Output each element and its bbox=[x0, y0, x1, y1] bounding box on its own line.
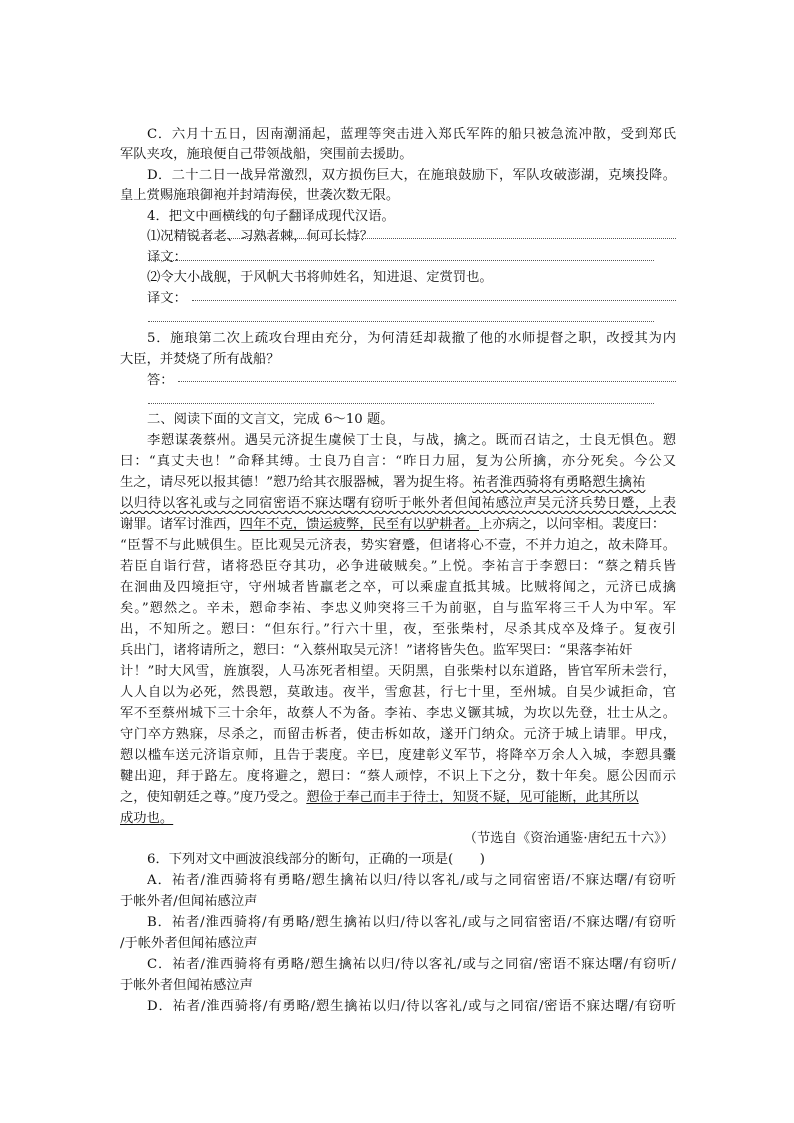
q5-line2: 大臣，并焚烧了所有战船？ bbox=[120, 352, 280, 367]
q5-answer-line2[interactable] bbox=[148, 403, 654, 404]
q4-item2: ⑵令大小战舰，于风帆大书将帅姓名，知进退、定赏罚也。 bbox=[147, 270, 493, 285]
q6-stem: 6．下列对文中画波浪线部分的断句，正确的一项是( ) bbox=[147, 852, 485, 867]
q5-answer-label: 答： bbox=[147, 373, 174, 388]
passage-line-19: 成功也。 bbox=[120, 811, 174, 826]
q4-answer1-line2[interactable] bbox=[148, 260, 654, 261]
q4-answer1-label: 译文： bbox=[147, 250, 187, 265]
q6-option-a-line2[interactable]: 于帐外者/但闻祐感泣声 bbox=[120, 894, 258, 909]
q4-answer1-line1[interactable] bbox=[192, 238, 676, 239]
passage-line-6: “臣誓不与此贼俱生。臣比观吴元济表，势实窘蹙，但诸将心不壹，不并力迫之，故未降耳。 bbox=[120, 538, 676, 553]
q6-option-d-line1[interactable]: D．祐者/淮西骑将/有勇略/愬生擒祐以归/待以客礼/或与之同宿/密语不寐达曙/有窃听 bbox=[147, 999, 676, 1014]
section2-heading: 二、阅读下面的文言文，完成 6～10 题。 bbox=[147, 412, 394, 427]
passage-line-12: 计！”时大风雪，旌旗裂，人马冻死者相望。天阴黑，自张柴村以东道路，皆官军所未尝行， bbox=[120, 664, 676, 679]
passage-line-4: 以归待以客礼或与之同宿密语不寐达曙有窃听于帐外者但闻祐感泣声吴元济兵势日蹙，上表 bbox=[120, 496, 676, 511]
passage-line-9: 矣。”愬然之。辛未，愬命李祐、李忠义帅突将三千为前驱，自与监军将三千人为中军。军 bbox=[120, 601, 676, 616]
q3-option-c-line1: C．六月十五日，因南潮涌起，蓝理等突击进入郑氏军阵的船只被急流冲散，受到郑氏 bbox=[147, 127, 676, 142]
passage-line-10: 出，不知所之。愬曰：“但东行。”行六十里，夜，至张柴村，尽杀其戍卒及烽子。复夜引 bbox=[120, 622, 676, 637]
q5-line1: 5．施琅第二次上疏攻台理由充分，为何清廷却裁撤了他的水师提督之职，改授其为内 bbox=[147, 331, 676, 346]
passage-line-14: 军不至蔡州城下三十余年，故蔡人不为备。李祐、李忠义镢其城，为坎以先登，壮士从之。 bbox=[120, 706, 676, 721]
q6-option-a-line1[interactable]: A．祐者/淮西骑将有勇略/愬生擒祐以归/待以客礼/或与之同宿密语/不寐达曙/有窃听 bbox=[147, 873, 676, 888]
q5-answer-line1[interactable] bbox=[178, 381, 676, 382]
q3-option-c-line2: 军队夹攻，施琅便自己带领战船，突围前去援助。 bbox=[120, 147, 413, 162]
q4-item1: ⑴况精锐者老、习熟者棘，何可长恃？ bbox=[147, 229, 374, 244]
underlined-sentence-2: 愬俭于奉己而丰于待士，知贤不疑，见可能断，此其所以 bbox=[306, 790, 639, 805]
passage-source: （节选自《资治通鉴·唐纪五十六》） bbox=[463, 831, 674, 846]
passage-line-16: 愬以槛车送元济诣京师，且告于裴度。辛巳，度建彰义军节，将降卒万余人入城，李愬具櫜 bbox=[120, 748, 676, 763]
q3-option-d-line1: D．二十二日一战异常激烈，双方损伤巨大，在施琅鼓励下，军队攻破澎湖，克塽投降。 bbox=[147, 168, 676, 183]
passage-line-5: 谢罪。诸军讨淮西，四年不克，馈运疲弊，民至有以驴耕者。上亦病之，以问宰相。裴度曰： bbox=[120, 517, 666, 532]
q4-stem: 4．把文中画横线的句子翻译成现代汉语。 bbox=[147, 209, 395, 224]
q4-answer2-line2[interactable] bbox=[148, 321, 654, 322]
underlined-sentence-1: 四年不克，馈运疲弊，民至有以驴耕者。 bbox=[239, 517, 480, 532]
passage-line-17: 鞬出迎，拜于路左。度将避之，愬曰：“蔡人顽悖，不识上下之分，数十年矣。愿公因而示 bbox=[120, 769, 676, 784]
passage-line-2: 曰：“真丈夫也！”命释其缚。士良乃自言：“昨日力屈，复为公所擒，亦分死矣。今公又 bbox=[120, 454, 676, 469]
passage-line-3: 生之，请尽死以报其德！”愬乃给其衣服器械，署为捉生将。祐者淮西骑将有勇略愬生擒祐 bbox=[120, 475, 646, 490]
q6-option-b-line1[interactable]: B．祐者/淮西骑将/有勇略/愬生擒祐以归/待以客礼/或与之同宿密语/不寐达曙/有窃听 bbox=[147, 915, 676, 930]
q6-option-b-line2[interactable]: /于帐外者但闻祐感泣声 bbox=[120, 936, 258, 951]
q6-option-c-line2[interactable]: 于帐外者但闻祐感泣声 bbox=[120, 978, 253, 993]
passage-line-7: 若臣自诣行营，诸将恐臣夺其功，必争进破贼矣。”上悦。李祐言于李愬曰：“蔡之精兵皆 bbox=[120, 559, 676, 574]
q4-answer2-label: 译文： bbox=[147, 291, 187, 306]
passage-line-11: 兵出门，诸将请所之，愬曰：“入蔡州取吴元济！”诸将皆失色。监军哭曰：“果落李祐奸 bbox=[120, 643, 633, 658]
wavy-line-start: 祐者淮西骑将有勇略愬生擒祐 bbox=[472, 475, 646, 490]
q3-option-d-line2: 皇上赏赐施琅御袍并封靖海侯，世袭次数无限。 bbox=[120, 188, 400, 203]
q4-answer2-line1[interactable] bbox=[192, 300, 676, 301]
passage-line-1: 李愬谋袭蔡州。遇吴元济捉生虞候丁士良，与战，擒之。既而召诘之，士良无惧色。愬 bbox=[147, 433, 676, 448]
passage-line-15: 守门卒方熟寐，尽杀之，而留击柝者，使击柝如故，遂开门纳众。元济于城上请罪。甲戌， bbox=[120, 727, 676, 742]
q6-option-c-line1[interactable]: C．祐者/淮西骑将有勇略/愬生擒祐以归/待以客礼/或与之同宿/密语不寐达曙/有窃听/ bbox=[147, 957, 676, 972]
quote-segment: “入蔡州取吴元济！”诸将皆失色。监军哭曰：“果落李祐奸 bbox=[292, 643, 633, 658]
passage-line-8: 在洄曲及四境拒守，守州城者皆羸老之卒，可以乘虚直抵其城。比贼将闻之，元济已成擒 bbox=[120, 580, 676, 595]
passage-line-13: 人人自以为必死，然畏愬，莫敢违。夜半，雪愈甚，行七十里，至州城。自吴少诚拒命，官 bbox=[120, 685, 676, 700]
passage-line-18: 之，使知朝廷之尊。”度乃受之。愬俭于奉己而丰于待士，知贤不疑，见可能断，此其所以 bbox=[120, 790, 639, 805]
